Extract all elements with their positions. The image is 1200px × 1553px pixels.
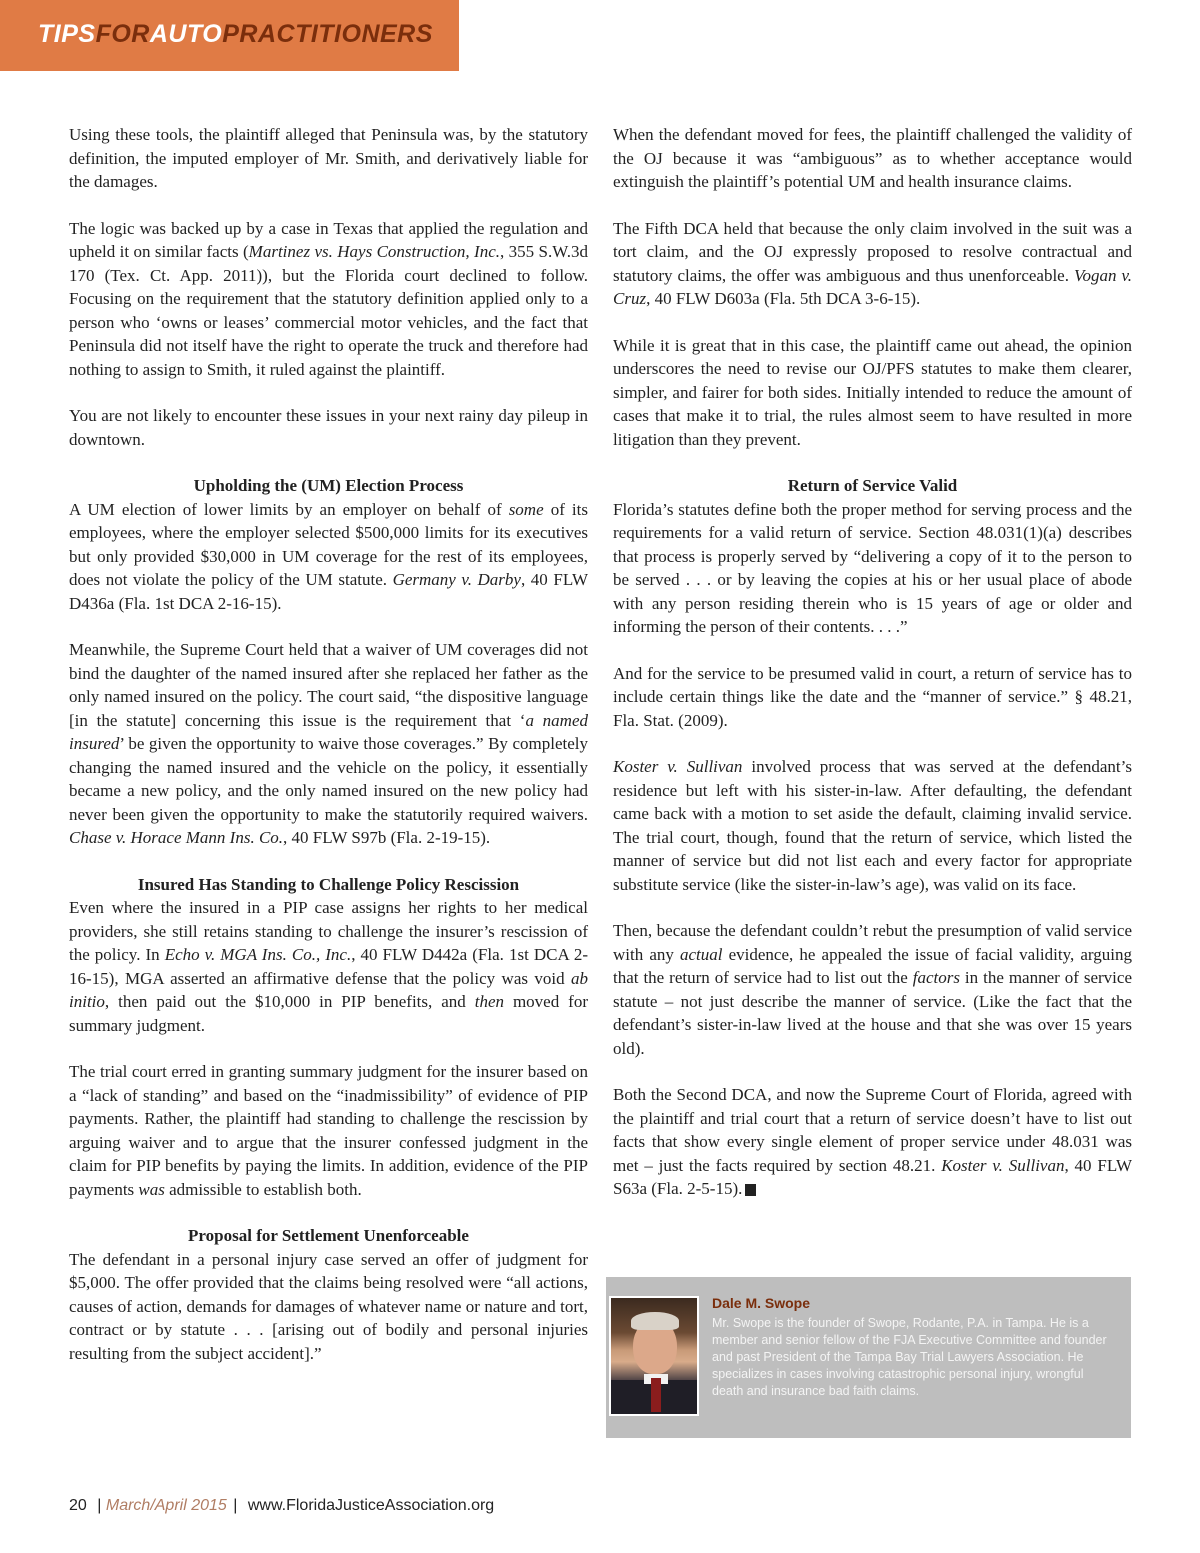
paragraph: Even where the insured in a PIP case assigns her rights to her medical providers, she still retains standing to challenge the insurer’s rescission of the policy. In Echo v. MGA Ins. Co., Inc., 40 FLW D442a (Fla. 1st DCA 2-16-15), MGA asserted an affirmative defense that the policy was void ab initio, then paid out the $10,000 in PIP benefits, and then moved for summary judgment.: [69, 898, 588, 1035]
title-word-auto: AUTO: [149, 20, 223, 48]
case-citation: Koster v. Sullivan: [613, 757, 743, 776]
case-citation: Echo v. MGA Ins. Co., Inc.: [164, 945, 352, 964]
page-footer: [69, 1497, 494, 1515]
author-name: Dale M. Swope: [712, 1295, 811, 1311]
case-citation: Vogan v. Cruz: [613, 265, 1132, 308]
paragraph: A UM election of lower limits by an employer on behalf of some of its employees, where the employer selected $500,000 limits for its executives but only provided $30,000 in UM coverage for the rest of its employees, does not violate the policy of the UM statute. Germany v. Darby, 40 FLW D436a (Fla. 1st DCA 2-16-15).: [69, 499, 589, 613]
section-heading: Proposal for Settlement Unenforceable: [188, 1226, 469, 1245]
title-word-practitioners: PRACTITIONERS: [222, 20, 433, 48]
left-column: [69, 123, 588, 1365]
issue-date: March/April 2015: [105, 1497, 227, 1514]
section-heading: Upholding the (UM) Election Process: [193, 476, 464, 495]
paragraph: The Fifth DCA held that because the only claim involved in the suit was a tort claim, and the OJ expressly proposed to resolve contractual and statutory claims, the offer was ambiguous and thus unenforceable. Vogan v. Cruz, 40 FLW D603a (Fla. 5th DCA 3-6-15).: [613, 218, 1132, 308]
section-title: [38, 20, 433, 49]
website-link[interactable]: www.FloridaJusticeAssociation.org: [247, 1497, 495, 1514]
case-citation: Germany v. Darby: [392, 570, 521, 589]
section-heading: Return of Service Valid: [787, 476, 958, 495]
case-citation: Martinez vs. Hays Construction, Inc.: [248, 242, 500, 261]
paragraph: Meanwhile, the Supreme Court held that a waiver of UM coverages did not bind the daughter of the named insured after she replaced her father as the only named insured on the policy. The court said, “the dispositive language [in the statute] concerning this issue is the requirement that ‘a named insured’ be given the opportunity to waive those coverages.” By completely changing the named insured and the vehicle on the policy, it essentially became a new policy, and the only named insured on the new policy had never been given the opportunity to make the statutorily required waivers. Chase v. Horace Mann Ins. Co., 40 FLW S97b (Fla. 2-19-15).: [69, 640, 588, 847]
paragraph: And for the service to be presumed valid in court, a return of service has to include certain things like the date and the “manner of service.” § 48.21, Fla. Stat. (2009).: [613, 663, 1132, 730]
right-column: [613, 123, 1132, 1201]
title-word-for: FOR: [95, 20, 150, 48]
case-citation: Koster v. Sullivan: [941, 1155, 1065, 1175]
section-heading: Insured Has Standing to Challenge Policy Rescission: [137, 874, 520, 894]
paragraph: Then, because the defendant couldn’t rebut the presumption of valid service with any actual evidence, he appealed the issue of facial validity, arguing that the return of service had to list out the factors in the manner of service statute – not just describe the manner of service. (Like the fact that the defendant’s sister-in-law lived at the house and that she was over 15 years old).: [613, 921, 1132, 1058]
author-photo: [609, 1296, 699, 1416]
case-citation: Chase v. Horace Mann Ins. Co.: [69, 828, 284, 847]
footer-separator: |: [97, 1497, 102, 1514]
author-bio-box: [606, 1277, 1131, 1438]
end-of-article-icon: [745, 1184, 756, 1196]
paragraph: When the defendant moved for fees, the plaintiff challenged the validity of the OJ because it was “ambiguous” as to whether acceptance would extinguish the plaintiff’s potential UM and health insurance claims.: [613, 125, 1132, 191]
footer-separator: |: [233, 1497, 238, 1514]
paragraph: While it is great that in this case, the plaintiff came out ahead, the opinion underscores the need to revise our OJ/PFS statutes to make them clearer, simpler, and fairer for both sides. Initially intended to reduce the amount of cases that make it to trial, the rules almost seem to have resulted in more litigation than they prevent.: [613, 335, 1132, 449]
paragraph: The trial court erred in granting summary judgment for the insurer based on a “lack of standing” and based on the “inadmissibility” of evidence of PIP payments. Rather, the plaintiff had standing to challenge the rescission by arguing waiver and to argue that the insurer confessed judgment in the claim for PIP benefits by paying the limits. In addition, evidence of the PIP payments was admissible to establish both.: [69, 1062, 588, 1199]
paragraph: Using these tools, the plaintiff alleged that Peninsula was, by the statutory definition, the imputed employer of Mr. Smith, and derivatively liable for the damages.: [69, 125, 588, 191]
page-number: 20: [69, 1497, 87, 1514]
paragraph: Florida’s statutes define both the proper method for serving process and the requirements for a valid return of service. Section 48.031(1)(a) describes that process is properly served by “delivering a copy of it to the person to be served . . . or by leaving the copies at his or her usual place of abode with any person residing therein who is 15 years of age or older and informing the person of their contents. . . .”: [613, 499, 1132, 636]
paragraph: Both the Second DCA, and now the Supreme Court of Florida, agreed with the plaintiff and trial court that a return of service doesn’t have to list out facts that show every single element of proper service under 48.031 was met – just the facts required by section 48.21. Koster v. Sullivan, 40 FLW S63a (Fla. 2-5-15).: [613, 1085, 1133, 1198]
paragraph: The logic was backed up by a case in Texas that applied the regulation and upheld it on similar facts (Martinez vs. Hays Construction, Inc., 355 S.W.3d 170 (Tex. Ct. App. 2011)), but the Florida court declined to follow. Focusing on the requirement that the statutory definition applied only to a person who ‘owns or leases’ commercial motor vehicles, and the fact that Peninsula did not itself have the right to operate the truck and therefore had nothing to assign to Smith, it ruled against the plaintiff.: [69, 218, 588, 379]
author-bio: Mr. Swope is the founder of Swope, Rodante, P.A. in Tampa. He is a member and senior fellow of the FJA Executive Committee and founder and past President of the Tampa Bay Trial Lawyers Association. He specializes in cases involving catastrophic personal injury, wrongful death and insurance bad faith claims.: [712, 1316, 1107, 1398]
paragraph: You are not likely to encounter these issues in your next rainy day pileup in downtown.: [69, 406, 588, 449]
paragraph: Koster v. Sullivan involved process that was served at the defendant’s residence but left with his sister-in-law. After defaulting, the defendant came back with a motion to set aside the default, claiming invalid service. The trial court, though, found that the return of service, which listed the manner of service but did not list each and every factor for appropriate substitute service (like the sister-in-law’s age), was valid on its face.: [613, 757, 1132, 894]
section-banner: [0, 0, 459, 71]
paragraph: The defendant in a personal injury case served an offer of judgment for $5,000. The offer provided that the claims being resolved were “all actions, causes of action, demands for damages of whatever name or nature and tort, contract or by statute . . . [arising out of bodily and personal injuries resulting from the subject accident].”: [69, 1249, 588, 1363]
title-word-tips: TIPS: [38, 20, 96, 48]
